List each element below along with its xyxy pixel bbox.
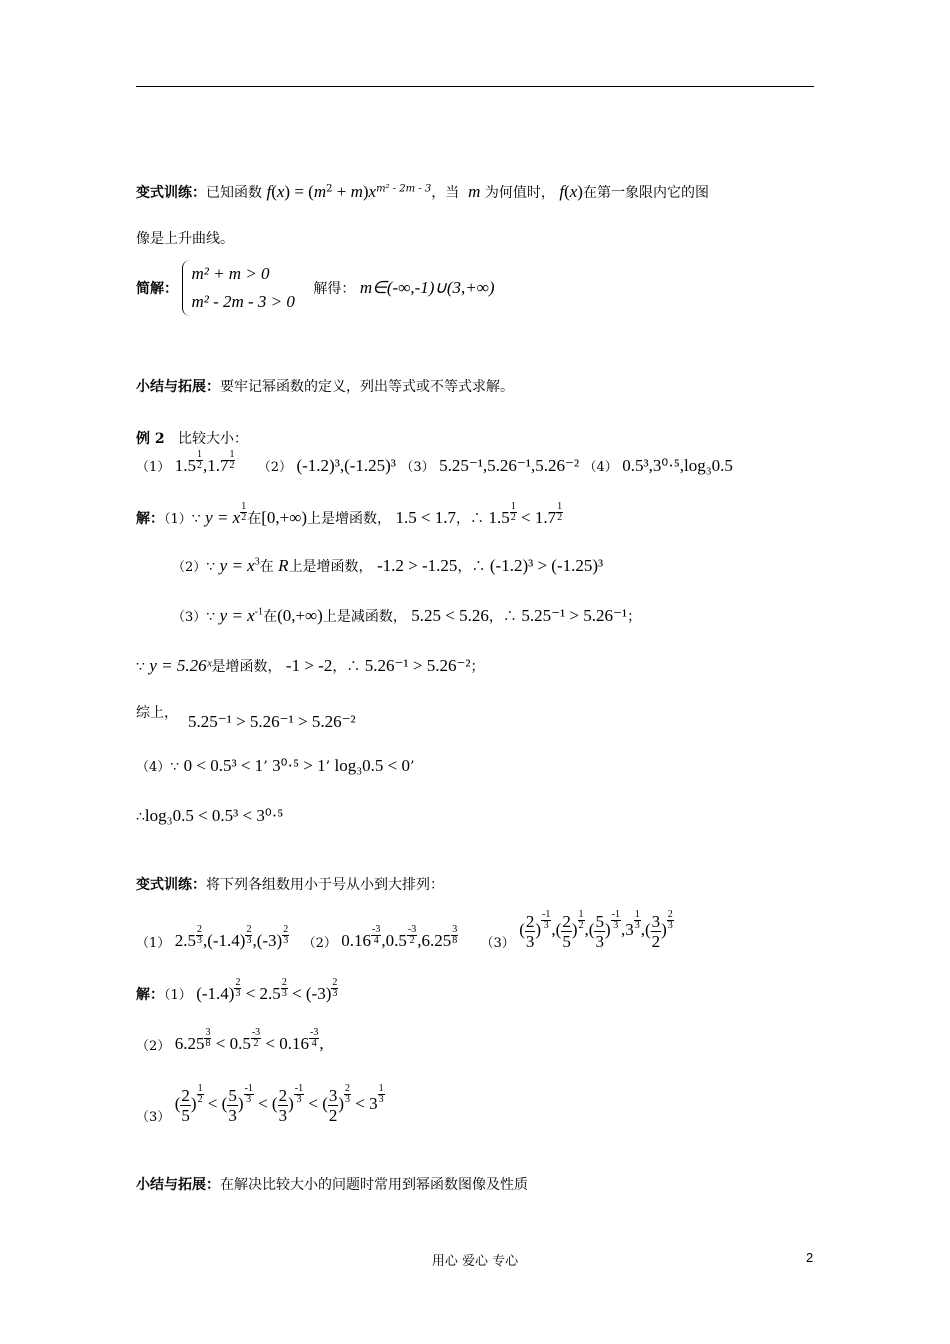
item4-expr: 0.5³,3⁰·⁵,log₃0.5 (622, 456, 733, 475)
because-icon: ∵ (191, 511, 201, 527)
solution2-p4: （4）∵ 0 < 0.5³ < 1’ 3⁰·⁵ > 1’ log₃0.5 < 0’ (136, 756, 415, 775)
v2-item2: 0.16 $\frac{-3}{4}$ ,0.5 $\frac{-3}{2}$ ,6.25 $\frac{3}{8}$ (341, 923, 458, 950)
p2-ineq: -1.2 > -1.25 (377, 556, 458, 575)
solution3-p2 (136, 1026, 324, 1054)
brief-eq1: m² + m > 0 (191, 264, 270, 283)
item2-expr: (-1.2)³,(-1.25)³ (296, 456, 396, 475)
s3-result1: (-1.4) $\frac{2}{3}$ < 2.5 $\frac{2}{3}$ < (-3) $\frac{2}{3}$ (196, 976, 338, 1003)
therefore-icon: ∴ (136, 809, 145, 825)
v2-num: （2） (302, 936, 337, 951)
s3-num: （1） (164, 988, 192, 1003)
variant2-label: 变式训练： (136, 877, 206, 893)
formula-part: m² - 2m - 3 (376, 183, 432, 195)
p2-result: (-1.2)³ > (-1.25)³ (489, 556, 604, 575)
therefore-icon: ∴ (471, 559, 486, 575)
solution2-label: 解： (136, 511, 164, 527)
solution2-summary-label: 综上， (136, 705, 178, 721)
example2-text: 比较大小： (177, 431, 248, 447)
item-number: （3） (400, 460, 435, 475)
p4-c: log₃0.5 < 0 (334, 756, 410, 775)
p3b-result: 5.26⁻¹ > 5.26⁻² (364, 656, 471, 675)
formula-part: x (276, 182, 285, 201)
variant1-line2: 像是上升曲线。 (136, 231, 234, 247)
p2-text1: 在 (259, 559, 274, 575)
item-number: （1） (136, 460, 171, 475)
brief-solve-label: 解得： (313, 281, 356, 297)
variant1-label: 变式训练： (136, 185, 206, 201)
fx: ( (564, 182, 570, 201)
summary1-text: 要牢记幂函数的定义，列出等式或不等式求解。 (220, 379, 514, 395)
variant1-line (136, 182, 709, 202)
p2-func: $y = x^3$ (219, 556, 260, 575)
fx: f (559, 182, 565, 201)
variant1-formula: f (266, 182, 272, 201)
therefore-icon: ∴ (346, 659, 361, 675)
p1-interval: [0,+∞) (261, 508, 307, 527)
formula-part: 2 (326, 183, 333, 195)
therefore-icon: ∴ (502, 609, 517, 625)
p2-R: R (278, 556, 289, 575)
p4-result: log₃0.5 < 0.5³ < 3⁰·⁵ (144, 806, 284, 825)
s3-result2: 6.25 $\frac{3}{8}$ < 0.5 $\frac{-3}{2}$ < 0.16 $\frac{-3}{4}$ , (174, 1026, 324, 1053)
p2-num: （2） (172, 560, 207, 575)
solution2-p1: 解：（1）∵ y = x $\frac{1}{2}$ 在[0,+∞)上是增函数， 1.5 < 1.7，∴ 1.5 $\frac{1}{2}$ < 1.7 $\frac{1}{2}$ (136, 500, 563, 527)
solution2-p3: （3）∵ $y = x^{-1}$在(0,+∞)上是减函数， 5.25 < 5.26，∴ 5.25⁻¹ > 5.26⁻¹； (172, 606, 642, 625)
because-icon: ∵ (170, 759, 180, 775)
page-number: 2 (806, 1250, 814, 1265)
v2-num: （3） (480, 936, 515, 951)
summary2-label: 小结与拓展： (136, 1177, 220, 1193)
variant1-text-d: 在第一象限内它的图 (582, 185, 709, 201)
variant2-items (136, 909, 674, 951)
solution3-p1 (136, 976, 338, 1004)
variant1-text-b: ，当 (431, 185, 460, 201)
brief-system (182, 260, 300, 316)
p1-text1: 在 (247, 511, 262, 527)
fx: x (569, 182, 578, 201)
summary1-line (136, 376, 514, 396)
p3b-func: y = 5.26ˣ (149, 656, 212, 675)
example2-items (136, 448, 733, 476)
p3-text2: 上是减函数， (322, 609, 407, 625)
item-number: （2） (257, 460, 293, 475)
p1-num: （1） (164, 512, 192, 527)
p1-ineq: 1.5 < 1.7 (395, 508, 457, 527)
v2-num: （1） (136, 936, 171, 951)
v2-item3: ( $\frac{2}{3}$ ) $\frac{-1}{3}$ ,( $\frac{2}{5}$ ) $\frac{1}{2}$ ,( $\frac{5}{3}$ ) $\frac{-1}{3}$ ,3 $\frac{1}{3}$ ,( $\frac{3}{2}$ ) $\frac{2}{3}$ (519, 909, 673, 951)
formula-part: + (332, 182, 351, 201)
p3-text1: 在 (263, 609, 278, 625)
solution2-p4-result (136, 806, 283, 826)
because-icon: ∵ (136, 659, 145, 675)
p3b-ineq: -1 > -2 (285, 656, 333, 675)
brief-solution (136, 260, 495, 316)
solution3-label: 解： (136, 987, 164, 1003)
because-icon: ∵ (206, 609, 216, 625)
item3-expr: 5.25⁻¹,5.26⁻¹,5.26⁻² (439, 456, 580, 475)
solution2-p2: （2）∵ $y = x^3$在 R上是增函数， -1.2 > -1.25，∴ (-1.2)³ > (-1.25)³ (172, 556, 604, 575)
s3-result3: ( $\frac{2}{5}$ ) $\frac{1}{2}$ < ( $\frac{5}{3}$ ) $\frac{-1}{3}$ < ( $\frac{2}{3}$ ) $\frac{-1}{3}$ < ( $\frac{3}{2}$ ) $\frac{2}{3}$ < 3 $\frac{1}{3}$ (174, 1083, 384, 1125)
brief-label: 简解： (136, 281, 178, 297)
example2-heading (136, 428, 248, 448)
formula-part: ) (362, 182, 369, 201)
item1-expr: 1.5 $\frac{1}{2}$ ,1.7 $\frac{1}{2}$ (174, 448, 235, 475)
summary-result-expr: 5.25⁻¹ > 5.26⁻¹ > 5.26⁻² (188, 712, 356, 731)
formula-part: m (350, 182, 363, 201)
p3-ineq: 5.25 < 5.26 (411, 606, 489, 625)
p4-a: 0 < 0.5³ < 1 (183, 756, 264, 775)
variant2-text: 将下列各组数用小于号从小到大排列： (206, 877, 444, 893)
brief-eq2: m² - 2m - 3 > 0 (191, 292, 295, 311)
p4-num: （4） (136, 760, 171, 775)
p3-num: （3） (172, 610, 207, 625)
p3b-text: 是增函数， (211, 659, 282, 675)
solution2-p3b: ∵ y = 5.26ˣ是增函数， -1 > -2，∴ 5.26⁻¹ > 5.26⁻²； (136, 656, 485, 675)
formula-part: ( (271, 182, 277, 201)
p3-func: $y = x^{-1}$ (219, 606, 264, 625)
formula-part: ) = ( (284, 182, 314, 201)
summary2-line (136, 1174, 528, 1194)
p3-result: 5.25⁻¹ > 5.26⁻¹ (521, 606, 628, 625)
summary2-text: 在解决比较大小的问题时常用到幂函数图像及性质 (220, 1177, 528, 1193)
p1-result: 1.5 $\frac{1}{2}$ < 1.7 $\frac{1}{2}$ (488, 500, 563, 527)
fx: ) (577, 182, 583, 201)
solution2-summary-result (188, 712, 356, 732)
example2-label: 例 2 (136, 431, 165, 447)
s3-num: （3） (136, 1110, 171, 1125)
v2-item1: 2.5 $\frac{2}{3}$ ,(-1.4) $\frac{2}{3}$ ,(-3) $\frac{2}{3}$ (174, 923, 289, 950)
p2-text2: 上是增函数， (288, 559, 373, 575)
brief-answer: m∈(-∞,-1)∪(3,+∞) (359, 278, 495, 297)
summary1-label: 小结与拓展： (136, 379, 220, 395)
variant1-text-a: 已知函数 (206, 185, 262, 201)
formula-part: x (368, 182, 377, 201)
variant1-text-c: 为何值时， (484, 185, 555, 201)
solution3-p3 (136, 1083, 385, 1125)
variant2-line (136, 874, 444, 894)
p4-b: 3⁰·⁵ > 1 (272, 756, 326, 775)
item-number: （4） (583, 460, 618, 475)
p3-interval: (0,+∞) (277, 606, 323, 625)
footer-text: 用心 爱心 专心 (431, 1254, 519, 1269)
because-icon: ∵ (206, 559, 216, 575)
p1-func: y = x $\frac{1}{2}$ (205, 500, 247, 527)
s3-num: （2） (136, 1039, 171, 1054)
p1-text2: 上是增函数， (307, 511, 391, 527)
variant1-var-m: m (468, 182, 481, 201)
header-rule (136, 86, 814, 87)
therefore-icon: ∴ (470, 511, 485, 527)
formula-part: m (313, 182, 327, 201)
